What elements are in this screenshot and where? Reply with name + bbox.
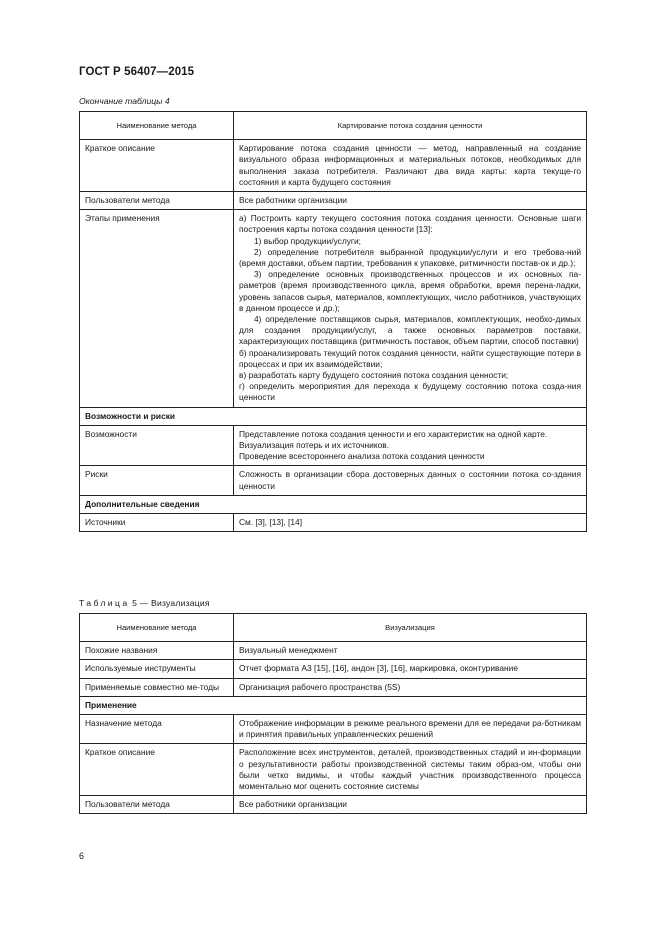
row-label: Пользователи метода <box>80 192 234 210</box>
page-number: 6 <box>79 851 85 861</box>
row-value: Организация рабочего пространства (5S) <box>234 678 587 696</box>
row-label: Похожие названия <box>80 642 234 660</box>
section-title: Применение <box>80 696 587 714</box>
table-row <box>80 192 587 210</box>
stage-line: г) определить мероприятия для перехода к будущему состоянию потока созда-ния ценности <box>239 381 581 403</box>
stage-line: 4) определение поставщиков сырья, материалов, комплектующих, необхо-димых для создания продукции/услуг, а также основных параметров поставки, характеризующих поставщика (ритмичность поставок, объем партии, способ поставки) <box>239 314 581 347</box>
stage-line: б) проанализировать текущий поток создания ценности, найти существующие потери в процессах и при их взаимодействии; <box>239 347 581 369</box>
row-value: Все работники организации <box>234 796 587 814</box>
row-label: Краткое описание <box>80 744 234 796</box>
table4 <box>79 111 587 532</box>
table-row <box>80 514 587 532</box>
row-value: Все работники организации <box>234 192 587 210</box>
row-value: Картирование потока создания ценности — метод, направленный на создание визуального образа информационных и материальных потоков, необходимых для выполнения заказа потребителя. Различают два вида карты: карта текуще-го состояния и карта будущего состояния <box>234 140 587 192</box>
row-label: Применяемые совместно ме-тоды <box>80 678 234 696</box>
row-label: Назначение метода <box>80 715 234 744</box>
col-header-value: Картирование потока создания ценности <box>234 112 587 140</box>
table5-caption-word: Таблица <box>79 598 130 608</box>
section-row <box>80 495 587 513</box>
col-header-method: Наименование метода <box>80 112 234 140</box>
row-value: Отчет формата А3 [15], [16], андон [3], [16], маркировка, оконтуривание <box>234 660 587 678</box>
table5-caption-title: 5 — Визуализация <box>129 598 210 608</box>
section-row <box>80 696 587 714</box>
stage-line: в) разработать карту будущего состояния потока создания ценности; <box>239 370 509 381</box>
table-header-row <box>80 614 587 642</box>
table-row <box>80 744 587 796</box>
table4-caption: Окончание таблицы 4 <box>79 96 170 106</box>
table-row <box>80 678 587 696</box>
table-row <box>80 796 587 814</box>
table-row <box>80 660 587 678</box>
section-row <box>80 407 587 425</box>
row-label: Риски <box>80 466 234 495</box>
value-line: Представление потока создания ценности и его характеристик на одной карте. <box>239 428 548 439</box>
row-label: Этапы применения <box>80 210 234 407</box>
col-header-method: Наименование метода <box>80 614 234 642</box>
table-row <box>80 140 587 192</box>
stage-line: 1) выбор продукции/услуги; <box>254 235 361 246</box>
document-header: ГОСТ Р 56407—2015 <box>79 66 195 78</box>
row-label: Источники <box>80 514 234 532</box>
table-header-row <box>80 112 587 140</box>
table-row <box>80 210 587 407</box>
row-value: Визуальный менеджмент <box>234 642 587 660</box>
row-label: Пользователи метода <box>80 796 234 814</box>
section-title: Дополнительные сведения <box>80 495 587 513</box>
row-value: Расположение всех инструментов, деталей, производственных стадий и ин-формации о результативности работы производственной системы таким образ-ом, чтобы они были четко видимы, и чтобы каждый участник производственного процесса моментально мог оценить состояние системы <box>234 744 587 796</box>
table-row <box>80 425 587 466</box>
value-line: Проведение всестороннего анализа потока создания ценности <box>239 451 485 462</box>
row-label: Краткое описание <box>80 140 234 192</box>
row-value: Сложность в организации сбора достоверных данных о состоянии потока со-здания ценности <box>234 466 587 495</box>
row-value <box>234 425 587 466</box>
stage-line: 2) определение потребителя выбранной продукции/услуги и его требова-ний (время доставки, объем партии, требования к упаковке, ритмичности постав-ок и др.); <box>239 246 581 269</box>
table-row <box>80 466 587 495</box>
row-label: Возможности <box>80 425 234 466</box>
table-row <box>80 642 587 660</box>
row-value: См. [3], [13], [14] <box>234 514 587 532</box>
stage-line: а) Построить карту текущего состояния потока создания ценности. Основные шаги построения карты потока создания ценности [13]: <box>239 213 581 235</box>
table5-caption <box>79 598 210 608</box>
col-header-value: Визуализация <box>234 614 587 642</box>
value-line: Визуализация потерь и их источников. <box>239 440 390 451</box>
section-title: Возможности и риски <box>80 407 587 425</box>
table-row <box>80 715 587 744</box>
row-value <box>234 210 587 407</box>
table5 <box>79 613 587 814</box>
row-label: Используемые инструменты <box>80 660 234 678</box>
stage-line: 3) определение основных производственных процессов и их основных па-раметров (время производственного цикла, время обработки, время перена-ладки, уровень запасов сырья, материалов, комплектующих, число работников, участвующих в данном процессе и др.); <box>239 269 581 313</box>
row-value: Отображение информации в режиме реального времени для ее передачи ра-ботникам и принятия правильных управленческих решений <box>234 715 587 744</box>
